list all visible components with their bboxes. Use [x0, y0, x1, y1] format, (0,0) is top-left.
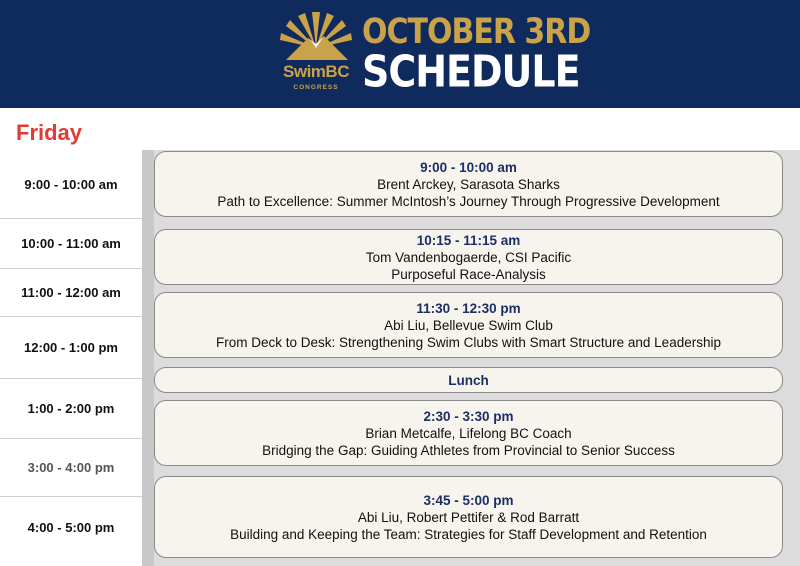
session-card[interactable] [154, 151, 783, 217]
session-time: 10:15 - 11:15 am [416, 232, 521, 248]
session-title: Purposeful Race-Analysis [391, 266, 546, 282]
session-title: Building and Keeping the Team: Strategies for Staff Development and Retention [230, 526, 707, 542]
session-time: 11:30 - 12:30 pm [416, 300, 521, 316]
lunch-card[interactable] [154, 367, 783, 393]
session-title: Path to Excellence: Summer McIntosh’s Journey Through Progressive Development [217, 193, 720, 209]
time-slot: 3:00 - 4:00 pm [27, 459, 115, 475]
logo-wordmark: SwimBC [283, 62, 349, 81]
session-time: 2:30 - 3:30 pm [423, 408, 514, 424]
time-column [0, 150, 142, 566]
swimbc-logo [278, 8, 354, 96]
track-edge [142, 150, 154, 566]
session-time: 9:00 - 10:00 am [420, 159, 517, 175]
time-slot: 9:00 - 10:00 am [24, 176, 118, 192]
logo-subtitle: CONGRESS [293, 84, 339, 91]
time-slot: 10:00 - 11:00 am [21, 235, 121, 251]
session-speaker: Brian Metcalfe, Lifelong BC Coach [365, 425, 572, 441]
schedule-heading: SCHEDULE [362, 46, 580, 97]
day-label: Friday [16, 120, 83, 145]
session-speaker: Tom Vandenbogaerde, CSI Pacific [365, 249, 572, 265]
header-banner [0, 0, 800, 108]
time-slot: 1:00 - 2:00 pm [27, 400, 115, 416]
time-slot: 12:00 - 1:00 pm [24, 339, 118, 355]
session-speaker: Abi Liu, Bellevue Swim Club [384, 317, 553, 333]
session-title: Bridging the Gap: Guiding Athletes from Provincial to Senior Success [262, 442, 675, 458]
session-title: From Deck to Desk: Strengthening Swim Clubs with Smart Structure and Leadership [216, 334, 721, 350]
session-card[interactable] [154, 229, 783, 285]
date-heading: OCTOBER 3RD [362, 12, 591, 53]
time-slot: 4:00 - 5:00 pm [27, 519, 115, 535]
session-speaker: Brent Arckey, Sarasota Sharks [377, 176, 560, 192]
session-card[interactable] [154, 476, 783, 558]
sunburst-mountain-icon [278, 8, 354, 64]
lunch-label: Lunch [448, 372, 489, 388]
session-speaker: Abi Liu, Robert Pettifer & Rod Barratt [357, 509, 580, 525]
time-slot: 11:00 - 12:00 am [21, 284, 121, 300]
session-time: 3:45 - 5:00 pm [423, 492, 514, 508]
session-card[interactable] [154, 292, 783, 358]
session-card[interactable] [154, 400, 783, 466]
